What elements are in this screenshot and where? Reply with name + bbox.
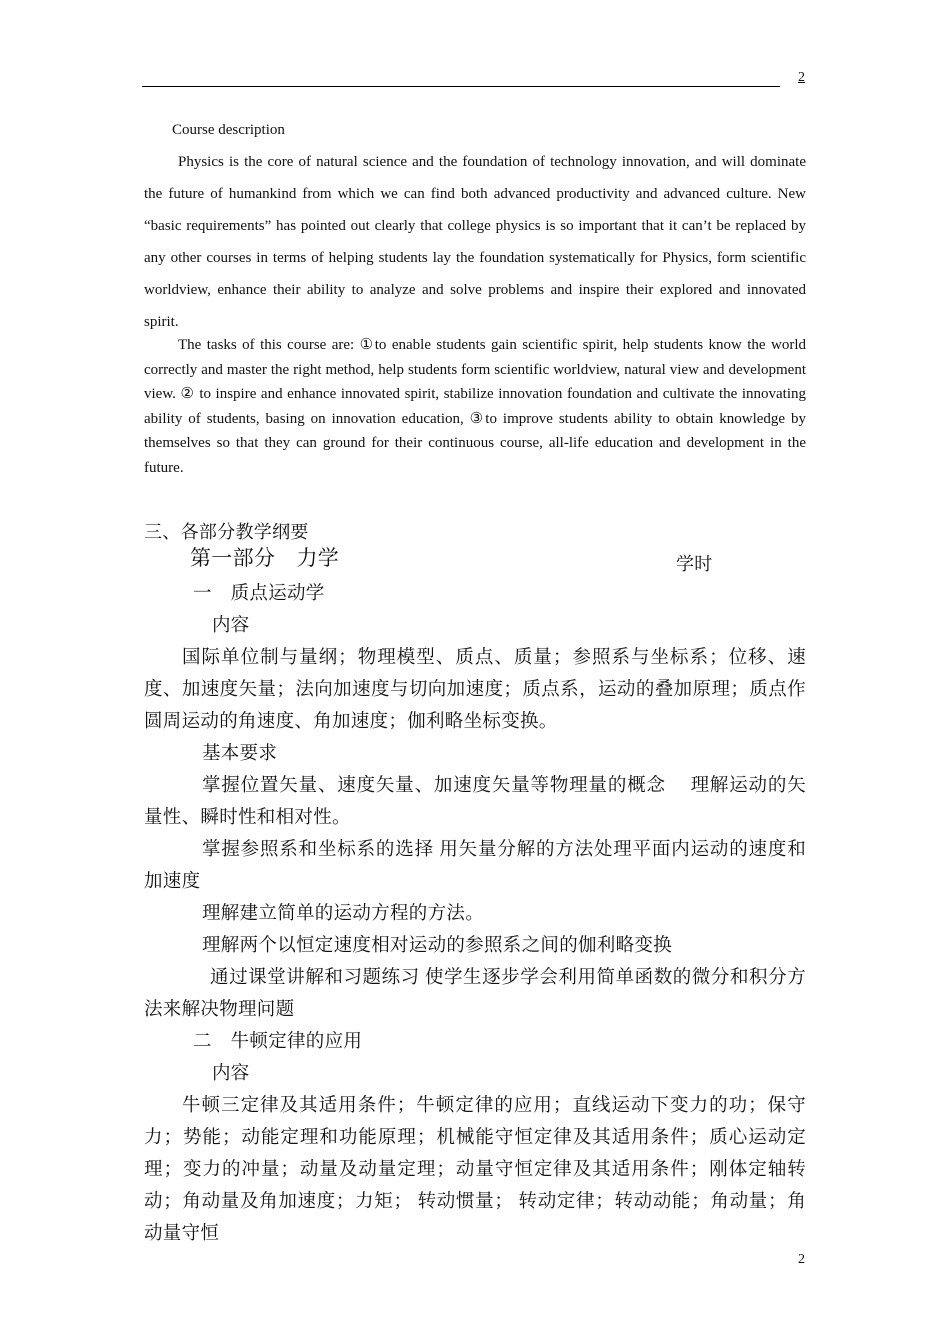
chapter1-requirements-label: 基本要求 xyxy=(202,744,278,764)
hours-label: 学时 xyxy=(676,554,713,574)
section-title: 三、各部分教学纲要 xyxy=(144,522,309,542)
course-paragraph-2: The tasks of this course are: ①to enable students gain scientific spirit, help students know the world correctly and master the right method, help students form scientific worldview, natural view and development view. ② to inspire and enhance innovated spirit, stabilize innovation foundation and cultivate the innovating ability of students, basing on innovation education, ③to improve students ability to obtain knowledge by themselves so that they can ground for their continuous course, all-life education and development in the future. xyxy=(144,337,806,476)
chapter2-content: 牛顿三定律及其适用条件；牛顿定律的应用；直线运动下变力的功；保守力；势能；动能定理和功能原理；机械能守恒定律及其适用条件；质心运动定理；变力的冲量；动量及动量定理；动量守恒定律及其适用条件；刚体定轴转动；角动量及角加速度；力矩； 转动惯量； 转动定律；转动动能；角动量；角动量守恒 xyxy=(144,1096,806,1244)
chapter1-title: 一 质点运动学 xyxy=(193,584,325,604)
chapter1-content-label: 内容 xyxy=(212,616,250,636)
chapter1-requirement-3: 理解建立简单的运动方程的方法。 xyxy=(202,904,485,924)
course-paragraph-1: Physics is the core of natural science and the foundation of technology innovation, and will dominate the future of humankind from which we can find both advanced productivity and advanced culture. New “basic requirements” has pointed out clearly that college physics is so important that it can’t be replaced by any other courses in terms of helping students lay the foundation systematically for Physics, form scientific worldview, enhance their ability to analyze and solve problems and inspire their explored and innovated spirit. xyxy=(144,154,806,330)
header-rule xyxy=(142,86,780,87)
chapter1-requirement-5: 通过课堂讲解和习题练习 使学生逐步学会利用简单函数的微分和积分方法来解决物理问题 xyxy=(144,968,806,1020)
chapter1-requirement-2: 掌握参照系和坐标系的选择 用矢量分解的方法处理平面内运动的速度和加速度 xyxy=(144,840,806,892)
chapter2-content-label: 内容 xyxy=(212,1064,250,1084)
chapter1-requirement-1: 掌握位置矢量、速度矢量、加速度矢量等物理量的概念 理解运动的矢量性、瞬时性和相对性。 xyxy=(144,776,806,828)
header-page-number: 2 xyxy=(798,70,805,85)
chapter2-title: 二 牛顿定律的应用 xyxy=(193,1032,363,1052)
footer-page-number: 2 xyxy=(798,1252,805,1267)
course-heading: Course description xyxy=(172,122,285,138)
part-title: 第一部分 力学 xyxy=(190,546,340,570)
chapter1-requirement-4: 理解两个以恒定速度相对运动的参照系之间的伽利略变换 xyxy=(202,936,673,956)
chapter1-content: 国际单位制与量纲；物理模型、质点、质量；参照系与坐标系；位移、速度、加速度矢量；法向加速度与切向加速度；质点系，运动的叠加原理；质点作圆周运动的角速度、角加速度；伽利略坐标变换。 xyxy=(144,648,806,732)
